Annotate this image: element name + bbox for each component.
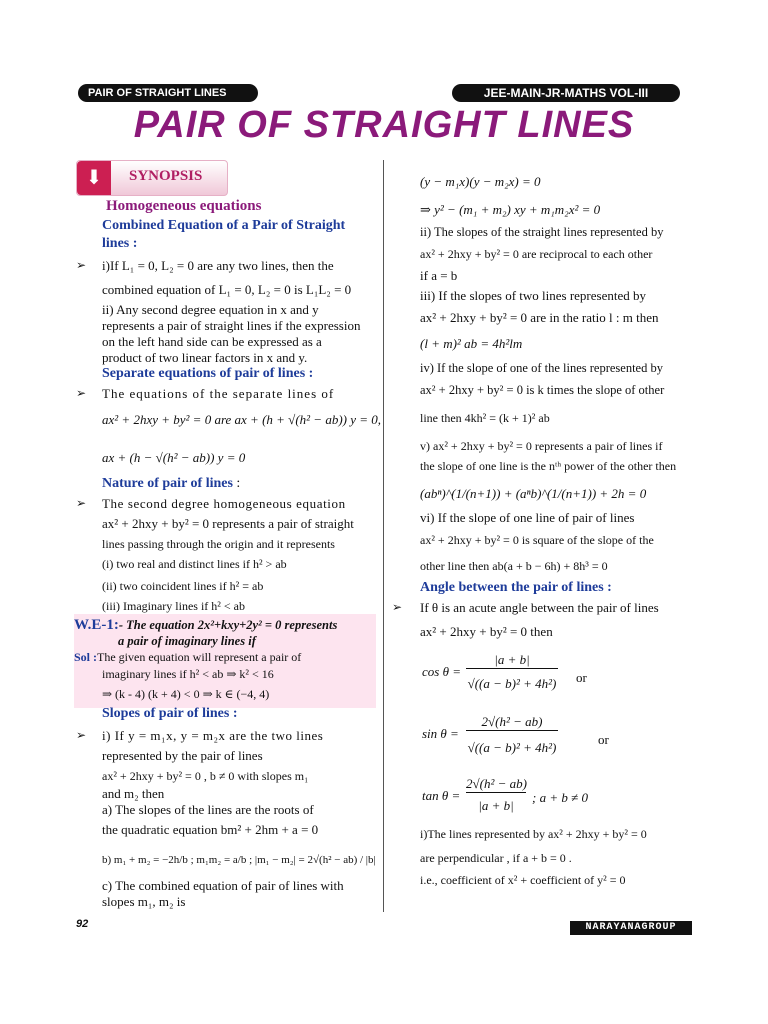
text-line: i) If y = m₁x, y = m₂x are the two lines — [102, 728, 324, 743]
text-line: the slope of one line is the nᵗʰ power of the other then — [420, 459, 677, 473]
text-line: v) ax² + 2hxy + by² = 0 represents a pair of lines if — [420, 439, 663, 453]
equation: (y − m₁x)(y − m₂x) = 0 — [420, 174, 541, 189]
text-line: a) The slopes of the lines are the roots of — [102, 802, 314, 817]
equation-text: ax² + 2hxy + by² = 0 represents a pair of straight — [102, 516, 354, 531]
text-line: iii) If the slopes of two lines represented by — [420, 288, 646, 303]
text-line: product of two linear factors in x and y. — [102, 350, 308, 365]
bullet-icon: ➢ — [76, 728, 87, 742]
text-line: i)The lines represented by ax² + 2hxy + by² = 0 — [420, 827, 647, 841]
equation: ax + (h − √(h² − ab)) y = 0 — [102, 450, 246, 465]
publisher-brand: NARAYANAGROUP — [570, 921, 692, 935]
equation: (l + m)² ab = 4h²lm — [420, 336, 523, 351]
text-line: combined equation of L₁ = 0, L₂ = 0 is L₁L₂ = 0 — [102, 282, 352, 297]
text-line: ii) The slopes of the straight lines represented by — [420, 225, 664, 239]
down-arrow-icon: ⬇ — [77, 161, 111, 195]
text-line: the quadratic equation bm² + 2hm + a = 0 — [102, 822, 319, 837]
worked-example-text: - The equation 2x²+kxy+2y² = 0 represents — [118, 618, 338, 632]
text-line: line then 4kh² = (k + 1)² ab — [420, 411, 550, 425]
text-line: iv) If the slope of one of the lines represented by — [420, 361, 663, 375]
text-line: vi) If the slope of one line of pair of lines — [420, 510, 635, 525]
heading-homogeneous: Homogeneous equations — [106, 198, 262, 214]
synopsis-label: SYNOPSIS — [129, 168, 203, 184]
solution-text: ⇒ (k - 4) (k + 4) < 0 ⇒ k ∈ (−4, 4) — [102, 687, 270, 701]
sin-formula-lhs: sin θ = — [422, 726, 459, 741]
worked-example-label: W.E-1: — [74, 617, 119, 633]
text-line: ax² + 2hxy + by² = 0 , b ≠ 0 with slopes m₁ — [102, 769, 309, 783]
heading-combined-equation: Combined Equation of a Pair of Straight — [102, 218, 346, 233]
cos-formula-lhs: cos θ = — [422, 664, 461, 679]
header-book-label: JEE-MAIN-JR-MATHS VOL-III — [452, 84, 680, 102]
heading-separate-equations: Separate equations of pair of lines : — [102, 366, 314, 381]
tan-condition: ; a + b ≠ 0 — [532, 790, 588, 805]
text-line: If θ is an acute angle between the pair of lines — [420, 600, 659, 615]
text-line: ax² + 2hxy + by² = 0 are reciprocal to each other — [420, 247, 653, 261]
text-line: (ii) two coincident lines if h² = ab — [102, 579, 264, 593]
heading-text: Nature of pair of lines — [102, 476, 233, 491]
solution-line — [74, 650, 301, 665]
tan-formula-numerator: 2√(h² − ab) — [466, 776, 527, 791]
or-label: or — [576, 670, 587, 685]
header-chapter-label: PAIR OF STRAIGHT LINES — [78, 84, 258, 102]
text-line: c) The combined equation of pair of lines with — [102, 878, 344, 893]
text-line: The second degree homogeneous equation — [102, 496, 346, 511]
equation: (abⁿ)^(1/(n+1)) + (aⁿb)^(1/(n+1)) + 2h = 0 — [420, 486, 647, 501]
heading-slopes: Slopes of pair of lines : — [102, 706, 238, 721]
sin-formula-denominator: √((a − b)² + 4h²) — [467, 740, 557, 755]
bullet-icon: ➢ — [76, 496, 87, 510]
text-line: are perpendicular , if a + b = 0 . — [420, 851, 572, 865]
text-line: represents a pair of straight lines if the expression — [102, 318, 361, 333]
bullet-icon: ➢ — [76, 386, 87, 400]
sin-formula-numerator: 2√(h² − ab) — [466, 714, 558, 731]
text-line: ii) Any second degree equation in x and y — [102, 302, 319, 317]
page-title: PAIR OF STRAIGHT LINES — [133, 104, 635, 146]
text-line: (i) two real and distinct lines if h² > ab — [102, 557, 287, 571]
text-line: ax² + 2hxy + by² = 0 is k times the slope of other — [420, 383, 665, 397]
or-label: or — [598, 732, 609, 747]
heading-nature-of-lines — [102, 476, 240, 492]
worked-example-box — [74, 614, 376, 708]
equation: ⇒ y² − (m₁ + m₂) xy + m₁m₂x² = 0 — [420, 202, 601, 217]
page-number: 92 — [76, 918, 89, 930]
text-line: i)If L₁ = 0, L₂ = 0 are any two lines, then the — [102, 258, 334, 273]
column-divider — [383, 160, 384, 912]
worked-example-text: a pair of imaginary lines if — [118, 634, 256, 648]
solution-text: imaginary lines if h² < ab ⇒ k² < 16 — [102, 667, 274, 681]
tan-formula-lhs: tan θ = — [422, 788, 461, 803]
cos-formula-denominator: √((a − b)² + 4h²) — [467, 676, 557, 691]
bullet-icon: ➢ — [392, 600, 403, 614]
equation-text: ax² + 2hxy + by² = 0 then — [420, 624, 553, 639]
synopsis-banner — [76, 160, 228, 196]
text-line: on the left hand side can be expressed as a — [102, 334, 322, 349]
text-line: (iii) Imaginary lines if h² < ab — [102, 599, 245, 613]
text-line: other line then ab(a + b − 6h) + 8h³ = 0 — [420, 559, 608, 573]
solution-label: Sol : — [74, 650, 98, 664]
heading-angle-between-lines: Angle between the pair of lines : — [420, 580, 612, 595]
cos-formula-numerator: |a + b| — [466, 652, 558, 669]
heading-colon: : — [232, 476, 241, 491]
solution-text: The given equation will represent a pair of — [97, 650, 302, 664]
text-line: The equations of the separate lines of — [102, 386, 335, 401]
bullet-icon: ➢ — [76, 258, 87, 272]
heading-combined-equation-cont: lines : — [102, 236, 138, 251]
text-line: ax² + 2hxy + by² = 0 are in the ratio l : m then — [420, 310, 659, 325]
text-line: represented by the pair of lines — [102, 748, 263, 763]
text-line: and m₂ then — [102, 786, 165, 801]
text-line: if a = b — [420, 268, 458, 283]
equation: b) m₁ + m₂ = −2h/b ; m₁m₂ = a/b ; |m₁ − m₂| = 2√(h² − ab) / |b| — [102, 854, 376, 866]
text-line: slopes m₁, m₂ is — [102, 894, 186, 909]
worked-example-question — [74, 616, 337, 634]
text-line: i.e., coefficient of x² + coefficient of y² = 0 — [420, 873, 626, 887]
equation: ax² + 2hxy + by² = 0 are ax + (h + √(h² − ab)) y = 0, — [102, 412, 382, 427]
text-line: ax² + 2hxy + by² = 0 is square of the slope of the — [420, 533, 654, 547]
tan-formula-denominator: |a + b| — [478, 798, 514, 813]
text-line: lines passing through the origin and it represents — [102, 537, 335, 551]
